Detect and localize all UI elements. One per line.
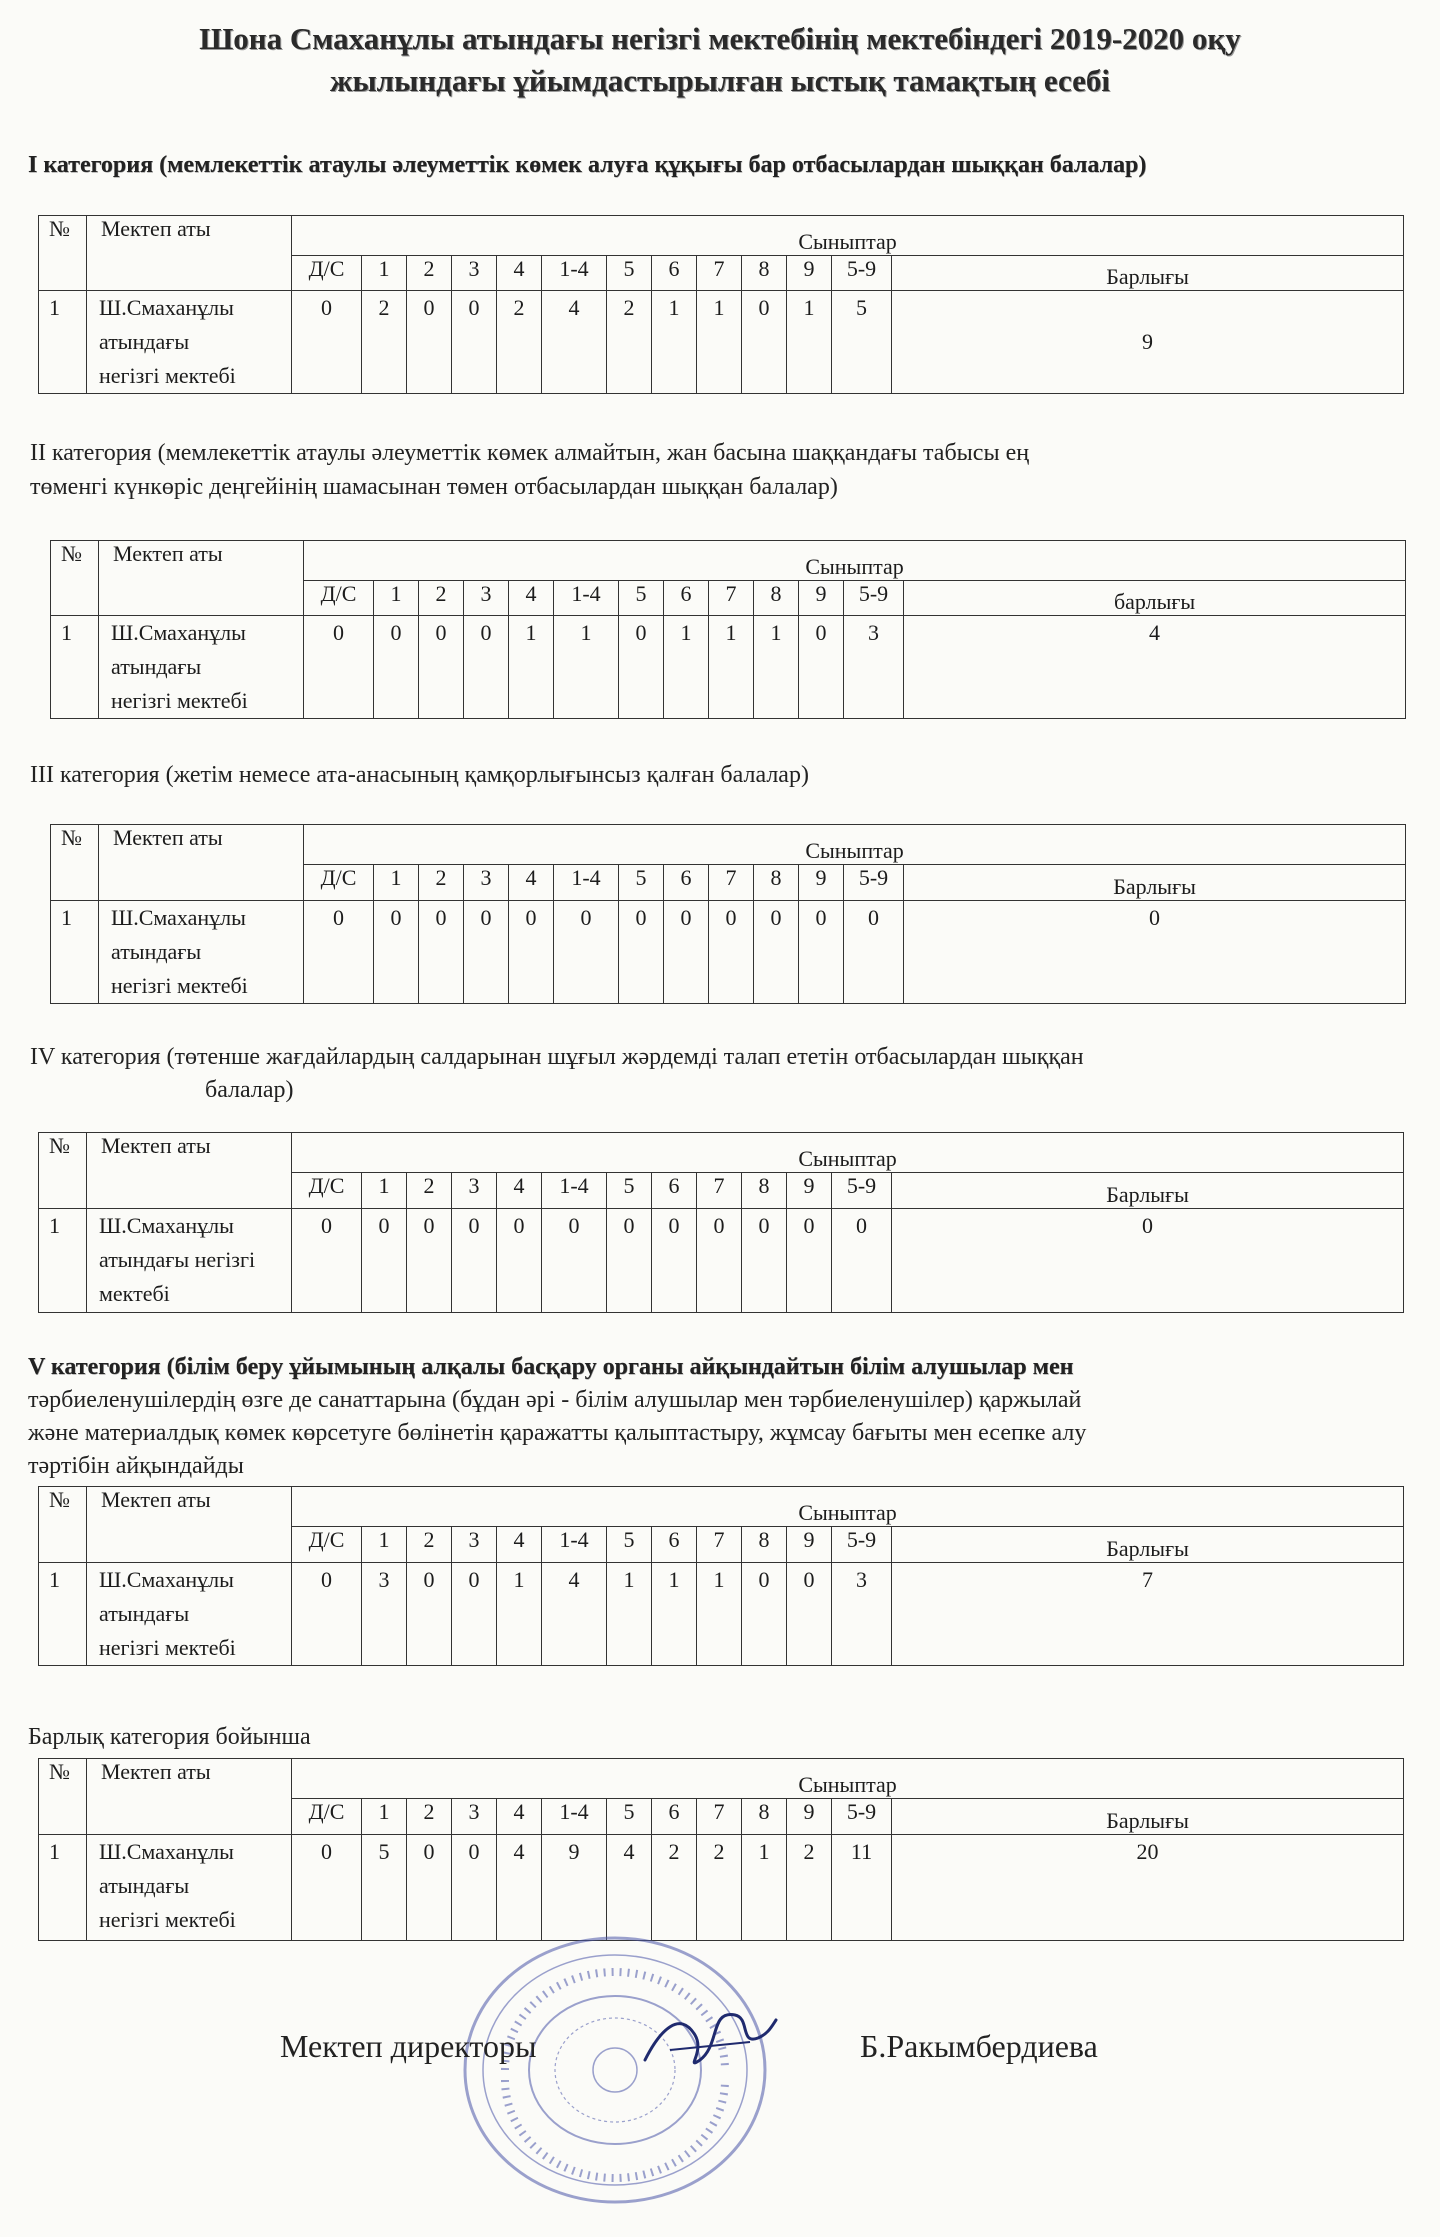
grade-header: 1 <box>362 256 407 291</box>
school-name-cell <box>99 901 304 1004</box>
classes-header: Сыныптар <box>292 1133 1404 1173</box>
category-table <box>50 540 1406 719</box>
grade-value-cell: 0 <box>664 901 709 1004</box>
grade-header: 1-4 <box>542 256 607 291</box>
grade-value-cell: 0 <box>787 1563 832 1666</box>
category-5-heading-line-2: тәрбиеленушілердің өзге де санаттарына (бұдан әрі - білім алушылар мен тәрбиеленушілер) қаржылай <box>28 1387 1082 1413</box>
grade-header: 1 <box>374 581 419 616</box>
grade-header: 6 <box>664 581 709 616</box>
total-value-cell: 0 <box>904 901 1406 1004</box>
school-name-line: Ш.Смаханұлы <box>99 1213 234 1238</box>
grade-header: 1-4 <box>554 581 619 616</box>
row-number: 1 <box>39 291 87 394</box>
grade-header: 8 <box>754 581 799 616</box>
grade-header: 8 <box>742 256 787 291</box>
grade-value-cell: 5 <box>832 291 892 394</box>
category-5-heading-line-1: V категория (білім беру ұйымының алқалы басқару органы айқындайтын білім алушылар мен <box>28 1354 1074 1380</box>
total-value-cell: 9 <box>892 291 1404 394</box>
signature-block <box>0 1930 1440 2230</box>
grade-header: 4 <box>497 1173 542 1209</box>
row-number: 1 <box>39 1835 87 1941</box>
grade-value-cell: 0 <box>799 616 844 719</box>
grade-header: 3 <box>464 581 509 616</box>
school-name-cell <box>87 1209 292 1313</box>
grade-value-cell: 0 <box>542 1209 607 1313</box>
grade-header: 5-9 <box>832 1527 892 1563</box>
row-number: 1 <box>51 901 99 1004</box>
row-number: 1 <box>39 1209 87 1313</box>
grade-header: 4 <box>509 581 554 616</box>
grade-header: Д/С <box>292 256 362 291</box>
category-2-heading-line-2: төменгі күнкөріс деңгейінің шамасынан төмен отбасылардан шыққан балалар) <box>30 474 838 500</box>
grade-header: 2 <box>407 256 452 291</box>
total-header: Барлығы <box>904 865 1406 901</box>
grade-value-cell: 0 <box>292 1563 362 1666</box>
grade-header: 5 <box>607 1527 652 1563</box>
grade-value-cell: 0 <box>619 901 664 1004</box>
grade-value-cell: 1 <box>607 1563 652 1666</box>
number-header: № <box>39 1759 87 1835</box>
grade-value-cell: 0 <box>554 901 619 1004</box>
grade-value-cell: 0 <box>452 1835 497 1941</box>
header-row <box>39 216 1404 256</box>
grade-header: 2 <box>419 865 464 901</box>
grade-value-cell: 0 <box>787 1209 832 1313</box>
total-value-cell: 20 <box>892 1835 1404 1941</box>
grade-value-cell: 1 <box>709 616 754 719</box>
grade-header: 1 <box>362 1527 407 1563</box>
grade-header: Д/С <box>304 865 374 901</box>
grade-value-cell: 0 <box>742 291 787 394</box>
grade-header: 7 <box>697 1527 742 1563</box>
grade-value-cell: 1 <box>787 291 832 394</box>
grade-header: 7 <box>697 256 742 291</box>
grade-header: 8 <box>742 1799 787 1835</box>
grade-header: 1-4 <box>554 865 619 901</box>
school-name-header: Мектеп аты <box>99 825 304 901</box>
school-name-line: атындағы негізгі <box>99 1247 256 1272</box>
grade-header: 5-9 <box>832 256 892 291</box>
grade-value-cell: 0 <box>742 1563 787 1666</box>
grade-header: 2 <box>407 1527 452 1563</box>
grade-value-cell: 2 <box>607 291 652 394</box>
grade-value-cell: 2 <box>697 1835 742 1941</box>
grade-value-cell: 4 <box>542 1563 607 1666</box>
grade-header: 3 <box>452 1799 497 1835</box>
page-title <box>40 18 1400 102</box>
school-name-line: Ш.Смаханұлы <box>99 1839 234 1864</box>
grade-header: 4 <box>497 1527 542 1563</box>
grade-header: 6 <box>652 1173 697 1209</box>
grade-header: 1-4 <box>542 1799 607 1835</box>
grade-header: 9 <box>799 581 844 616</box>
number-header: № <box>51 541 99 616</box>
classes-header: Сыныптар <box>304 825 1406 865</box>
grade-value-cell: 3 <box>844 616 904 719</box>
grade-header: 8 <box>754 865 799 901</box>
grade-value-cell: 0 <box>452 1209 497 1313</box>
grade-header: 9 <box>787 256 832 291</box>
table-row <box>39 1209 1404 1313</box>
school-name-cell <box>87 1835 292 1941</box>
grade-value-cell: 0 <box>697 1209 742 1313</box>
grade-header: 3 <box>452 1173 497 1209</box>
grade-value-cell: 9 <box>542 1835 607 1941</box>
grade-header: 6 <box>652 1527 697 1563</box>
grade-value-cell: 1 <box>754 616 799 719</box>
grade-header: 6 <box>664 865 709 901</box>
school-name-cell <box>99 616 304 719</box>
category-table <box>38 1486 1404 1666</box>
school-name-header: Мектеп аты <box>87 1133 292 1209</box>
grade-header: 1-4 <box>542 1527 607 1563</box>
grade-header: 5 <box>607 256 652 291</box>
grade-header: 9 <box>787 1799 832 1835</box>
grade-value-cell: 1 <box>697 1563 742 1666</box>
grade-header: 4 <box>497 1799 542 1835</box>
number-header: № <box>39 1133 87 1209</box>
header-row <box>51 541 1406 581</box>
grade-header: 5 <box>619 581 664 616</box>
grade-value-cell: 0 <box>419 901 464 1004</box>
grade-header: 9 <box>787 1527 832 1563</box>
grade-value-cell: 0 <box>742 1209 787 1313</box>
grade-header: 1-4 <box>542 1173 607 1209</box>
total-header: Барлығы <box>892 1173 1404 1209</box>
title-line-1: Шона Смаханұлы атындағы негізгі мектебінің мектебіндегі 2019-2020 оқу <box>199 21 1241 56</box>
grade-value-cell: 1 <box>509 616 554 719</box>
grade-value-cell: 0 <box>799 901 844 1004</box>
all-categories-heading: Барлық категория бойынша <box>28 1724 311 1750</box>
grade-header: 2 <box>419 581 464 616</box>
grade-header: 4 <box>497 256 542 291</box>
grade-header: 1 <box>374 865 419 901</box>
grade-value-cell: 2 <box>497 291 542 394</box>
grade-value-cell: 0 <box>304 901 374 1004</box>
grade-header: 8 <box>742 1527 787 1563</box>
school-name-header: Мектеп аты <box>87 1759 292 1835</box>
category-1-heading: І категория (мемлекеттік атаулы әлеуметтік көмек алуға құқығы бар отбасылардан шыққан балалар) <box>28 152 1147 178</box>
grade-value-cell: 2 <box>362 291 407 394</box>
school-name-header: Мектеп аты <box>87 216 292 291</box>
number-header: № <box>51 825 99 901</box>
grade-value-cell: 0 <box>362 1209 407 1313</box>
grade-value-cell: 0 <box>292 1835 362 1941</box>
header-row <box>39 1759 1404 1799</box>
school-name-line: Ш.Смаханұлы <box>99 295 234 320</box>
grade-header: 3 <box>452 1527 497 1563</box>
grade-value-cell: 0 <box>509 901 554 1004</box>
grade-header: 5-9 <box>832 1799 892 1835</box>
classes-header: Сыныптар <box>292 1759 1404 1799</box>
grade-header: 3 <box>452 256 497 291</box>
grade-value-cell: 3 <box>362 1563 407 1666</box>
grade-header: 9 <box>787 1173 832 1209</box>
grade-header: Д/С <box>292 1173 362 1209</box>
grade-header: 2 <box>407 1173 452 1209</box>
school-name-line: негізгі мектебі <box>111 973 248 998</box>
school-name-header: Мектеп аты <box>87 1487 292 1563</box>
grade-header: 7 <box>709 865 754 901</box>
grade-value-cell: 0 <box>832 1209 892 1313</box>
grade-value-cell: 0 <box>709 901 754 1004</box>
table-row <box>39 1563 1404 1666</box>
header-row <box>51 825 1406 865</box>
grade-value-cell: 2 <box>787 1835 832 1941</box>
total-value-cell: 7 <box>892 1563 1404 1666</box>
school-name-line: Ш.Смаханұлы <box>111 905 246 930</box>
school-name-line: атындағы <box>99 1873 190 1898</box>
total-header: Барлығы <box>892 1799 1404 1835</box>
grade-header: 7 <box>697 1799 742 1835</box>
grade-value-cell: 0 <box>292 1209 362 1313</box>
grade-header: 5-9 <box>832 1173 892 1209</box>
category-3-heading: ІІІ категория (жетім немесе ата-анасының қамқорлығынсыз қалған балалар) <box>30 762 809 788</box>
grade-value-cell: 0 <box>607 1209 652 1313</box>
grade-value-cell: 0 <box>407 1209 452 1313</box>
school-name-line: атындағы <box>111 654 202 679</box>
grade-value-cell: 11 <box>832 1835 892 1941</box>
grade-value-cell: 0 <box>652 1209 697 1313</box>
grade-header: Д/С <box>292 1527 362 1563</box>
grade-value-cell: 1 <box>652 1563 697 1666</box>
grade-value-cell: 0 <box>619 616 664 719</box>
grade-value-cell: 3 <box>832 1563 892 1666</box>
total-header: Барлығы <box>892 1527 1404 1563</box>
school-name-line: негізгі мектебі <box>111 688 248 713</box>
grade-header: 4 <box>509 865 554 901</box>
grade-header: 3 <box>464 865 509 901</box>
category-2-heading-line-1: ІІ категория (мемлекеттік атаулы әлеуметтік көмек алмайтын, жан басына шаққандағы табысы ең <box>30 440 1030 466</box>
table-row <box>51 616 1406 719</box>
grade-header: 7 <box>697 1173 742 1209</box>
category-5-heading-line-3: және материалдық көмек көрсетуге бөлінетін қаражатты қалыптастыру, жұмсау бағыты мен есепке алу <box>28 1420 1087 1446</box>
grade-header: 5 <box>619 865 664 901</box>
grade-value-cell: 0 <box>292 291 362 394</box>
total-header: барлығы <box>904 581 1406 616</box>
grade-value-cell: 4 <box>607 1835 652 1941</box>
grade-value-cell: 0 <box>407 1835 452 1941</box>
school-name-header: Мектеп аты <box>99 541 304 616</box>
grade-value-cell: 2 <box>652 1835 697 1941</box>
school-name-cell <box>87 291 292 394</box>
row-number: 1 <box>51 616 99 719</box>
row-number: 1 <box>39 1563 87 1666</box>
grade-header: 5 <box>607 1799 652 1835</box>
category-4-heading-line-1: ІV категория (төтенше жағдайлардың салдарынан шұғыл жәрдемді талап ететін отбасылардан шыққан <box>30 1044 1084 1070</box>
grade-header: Д/С <box>304 581 374 616</box>
grade-value-cell: 0 <box>452 291 497 394</box>
grade-value-cell: 5 <box>362 1835 407 1941</box>
grade-header: 8 <box>742 1173 787 1209</box>
grade-value-cell: 0 <box>407 1563 452 1666</box>
table-row <box>39 1835 1404 1941</box>
grade-value-cell: 1 <box>554 616 619 719</box>
school-name-line: негізгі мектебі <box>99 1907 236 1932</box>
grade-header: 9 <box>799 865 844 901</box>
grade-value-cell: 1 <box>664 616 709 719</box>
category-table <box>50 824 1406 1004</box>
school-name-cell <box>87 1563 292 1666</box>
grade-value-cell: 0 <box>419 616 464 719</box>
header-row <box>39 1133 1404 1173</box>
number-header: № <box>39 1487 87 1563</box>
title-line-2: жылындағы ұйымдастырылған ыстық тамақтың есебі <box>330 63 1110 98</box>
number-header: № <box>39 216 87 291</box>
classes-header: Сыныптар <box>304 541 1406 581</box>
grade-value-cell: 1 <box>742 1835 787 1941</box>
signature-position-label: Мектеп директоры <box>280 2028 537 2064</box>
grade-value-cell: 0 <box>374 616 419 719</box>
grade-header: 2 <box>407 1799 452 1835</box>
grade-header: 5-9 <box>844 581 904 616</box>
grade-value-cell: 0 <box>754 901 799 1004</box>
grade-value-cell: 0 <box>497 1209 542 1313</box>
grade-header: Д/С <box>292 1799 362 1835</box>
grade-value-cell: 1 <box>497 1563 542 1666</box>
table-row <box>39 291 1404 394</box>
total-value-cell: 4 <box>904 616 1406 719</box>
signature-person-name: Б.Ракымбердиева <box>860 2028 1098 2064</box>
grade-value-cell: 0 <box>304 616 374 719</box>
signature-icon <box>640 1990 780 2080</box>
grade-header: 6 <box>652 256 697 291</box>
school-name-line: негізгі мектебі <box>99 1635 236 1660</box>
grade-value-cell: 4 <box>497 1835 542 1941</box>
grade-value-cell: 0 <box>374 901 419 1004</box>
total-value-cell: 0 <box>892 1209 1404 1313</box>
school-name-line: Ш.Смаханұлы <box>111 620 246 645</box>
grade-value-cell: 0 <box>844 901 904 1004</box>
school-name-line: атындағы <box>99 329 190 354</box>
total-header: Барлығы <box>892 256 1404 291</box>
category-5-heading-line-4: тәртібін айқындайды <box>28 1453 244 1479</box>
grade-value-cell: 0 <box>464 901 509 1004</box>
grade-value-cell: 4 <box>542 291 607 394</box>
grade-header: 7 <box>709 581 754 616</box>
grade-value-cell: 0 <box>407 291 452 394</box>
grade-value-cell: 0 <box>452 1563 497 1666</box>
grade-value-cell: 0 <box>464 616 509 719</box>
grade-header: 5-9 <box>844 865 904 901</box>
category-table <box>38 1132 1404 1313</box>
grade-value-cell: 1 <box>652 291 697 394</box>
school-name-line: атындағы <box>111 939 202 964</box>
grade-header: 6 <box>652 1799 697 1835</box>
grade-value-cell: 1 <box>697 291 742 394</box>
grade-header: 1 <box>362 1173 407 1209</box>
classes-header: Сыныптар <box>292 216 1404 256</box>
category-4-heading-line-2: балалар) <box>205 1077 294 1103</box>
header-row <box>39 1487 1404 1527</box>
grade-header: 1 <box>362 1799 407 1835</box>
school-name-line: Ш.Смаханұлы <box>99 1567 234 1592</box>
school-name-line: мектебі <box>99 1281 170 1306</box>
category-table <box>38 215 1404 394</box>
category-table <box>38 1758 1404 1941</box>
grade-header: 5 <box>607 1173 652 1209</box>
school-name-line: негізгі мектебі <box>99 363 236 388</box>
classes-header: Сыныптар <box>292 1487 1404 1527</box>
table-row <box>51 901 1406 1004</box>
school-name-line: атындағы <box>99 1601 190 1626</box>
